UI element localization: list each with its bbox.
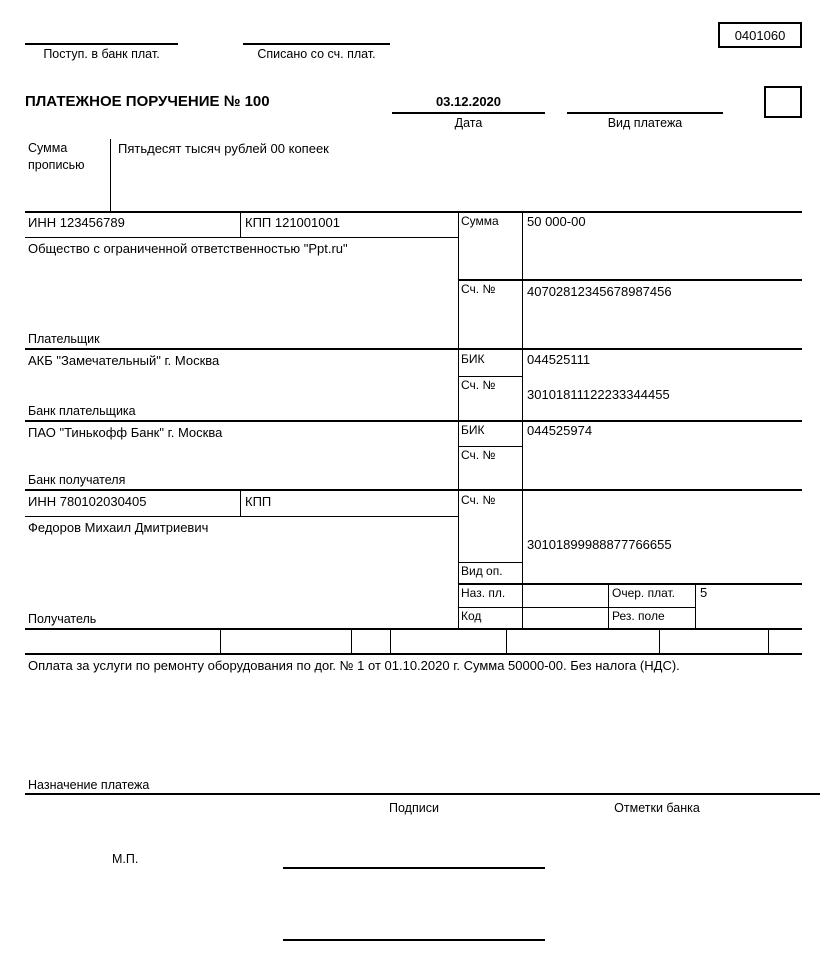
payer-bank-account-value: 30101811122233344455: [527, 387, 670, 402]
payee-bank-account-label: Сч. №: [461, 448, 496, 462]
payee-bank-section-label: Банк получателя: [28, 473, 126, 487]
divider: [695, 583, 696, 629]
divider: [458, 211, 459, 629]
divider: [458, 279, 802, 281]
tax-fields-divider: [659, 628, 660, 655]
divider: [240, 211, 241, 238]
payer-kpp: КПП 121001001: [245, 215, 340, 230]
tax-fields-divider: [506, 628, 507, 655]
divider: [25, 211, 802, 213]
payer-section-label: Плательщик: [28, 332, 100, 346]
op-type-label: Вид оп.: [461, 564, 503, 578]
divider: [25, 348, 802, 350]
naz-pl-label: Наз. пл.: [461, 586, 506, 600]
divider: [25, 420, 802, 422]
payee-kpp-label: КПП: [245, 494, 272, 509]
divider: [25, 653, 802, 655]
payer-account-label: Сч. №: [461, 282, 496, 296]
reserve-field-label: Рез. поле: [612, 609, 665, 623]
payer-bank-section-label: Банк плательщика: [28, 404, 136, 418]
signature-line: [283, 867, 545, 869]
bank-marks-label: Отметки банка: [614, 801, 700, 815]
debited-from-account-label: Списано со сч. плат.: [257, 47, 376, 61]
divider: [458, 607, 695, 608]
divider: [25, 43, 178, 45]
form-code: 0401060: [734, 27, 786, 43]
purpose-section-label: Назначение платежа: [28, 778, 150, 792]
divider: [25, 628, 802, 630]
date-value: 03.12.2020: [435, 94, 502, 109]
divider: [458, 446, 522, 447]
payer-account-value: 40702812345678987456: [527, 284, 672, 299]
code-label: Код: [461, 609, 482, 623]
tax-fields-divider: [351, 628, 352, 655]
tax-fields-divider: [768, 628, 769, 655]
date-label: Дата: [454, 116, 483, 130]
payee-account-value: 30101899988877766655: [527, 537, 672, 552]
payee-name: Федоров Михаил Дмитриевич: [28, 520, 209, 535]
signatures-label: Подписи: [389, 801, 439, 815]
divider: [522, 211, 523, 629]
divider: [25, 489, 802, 491]
payment-type-checkbox: [764, 86, 802, 118]
divider: [240, 489, 241, 517]
payer-bank-bik-value: 044525111: [527, 352, 591, 367]
payee-bank-bik-label: БИК: [461, 423, 485, 437]
payment-order-title: ПЛАТЕЖНОЕ ПОРУЧЕНИЕ № 100: [25, 93, 270, 110]
payee-bank-bik-value: 044525974: [527, 423, 593, 438]
divider: [458, 376, 522, 377]
divider: [110, 139, 111, 211]
amount-value: 50 000-00: [527, 214, 586, 229]
payer-name: Общество с ограниченной ответственностью "Ppt.ru": [28, 241, 348, 256]
payee-inn: ИНН 780102030405: [28, 494, 147, 509]
payer-bank-bik-label: БИК: [461, 352, 485, 366]
amount-in-words-label-2: прописью: [28, 158, 85, 172]
tax-fields-divider: [220, 628, 221, 655]
amount-label: Сумма: [461, 214, 499, 228]
divider: [243, 43, 390, 45]
stamp-label: М.П.: [112, 852, 139, 866]
divider: [25, 237, 458, 238]
form-code-box: [718, 22, 802, 48]
payment-type-label: Вид платежа: [607, 116, 683, 130]
tax-fields-divider: [390, 628, 391, 655]
divider: [608, 583, 609, 629]
divider: [458, 583, 802, 585]
payee-account-label: Сч. №: [461, 493, 496, 507]
payer-inn: ИНН 123456789: [28, 215, 125, 230]
priority-value: 5: [700, 585, 708, 600]
divider: [25, 516, 458, 517]
amount-in-words-label-1: Сумма: [28, 141, 68, 155]
payee-bank-name: ПАО "Тинькофф Банк" г. Москва: [28, 425, 223, 440]
payer-bank-name: АКБ "Замечательный" г. Москва: [28, 353, 220, 368]
divider: [392, 112, 545, 114]
divider: [458, 562, 522, 563]
payer-bank-account-label: Сч. №: [461, 378, 496, 392]
divider: [567, 112, 723, 114]
signature-line: [283, 939, 545, 941]
purpose-text: Оплата за услуги по ремонту оборудования по дог. № 1 от 01.10.2020 г. Сумма 50000-00. Без налога (НДС).: [28, 658, 680, 673]
amount-in-words-value: Пятьдесят тысяч рублей 00 копеек: [118, 141, 329, 156]
divider: [25, 793, 820, 795]
priority-label: Очер. плат.: [612, 586, 676, 600]
payee-section-label: Получатель: [28, 612, 97, 626]
received-in-bank-label: Поступ. в банк плат.: [43, 47, 160, 61]
